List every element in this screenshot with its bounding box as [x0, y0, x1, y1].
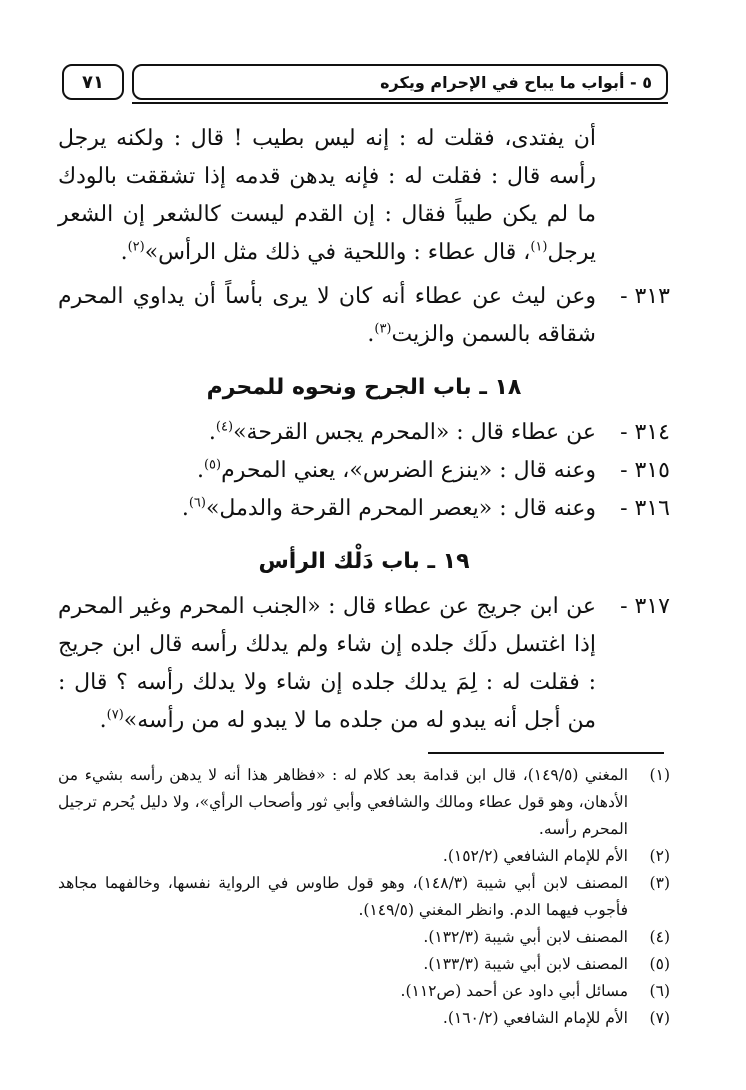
text-line: وعنه قال : «ينزع الضرس»، يعني المحرم	[221, 458, 596, 483]
footnote-line: مسائل أبي داود عن أحمد (ص١١٢).	[400, 982, 628, 1000]
text-line: فقلت له : لِمَ يدلك جلده إن شاء ولا يدلك رأسه ؟ قال : من	[58, 670, 596, 733]
footnote-line: المصنف لابن أبي شيبة (١٣٢/٣).	[423, 928, 628, 946]
footnote-6	[58, 978, 670, 1005]
footnote-ref[interactable]: (٧)	[106, 707, 124, 723]
section-heading-18: ١٨ ـ باب الجرح ونحوه للمحرم	[206, 375, 522, 400]
hadith-315: ٣١٥ - وعنه قال : «ينزع الضرس»، يعني المحرم$^{(٥)}$.	[58, 452, 670, 490]
hadith-317: ٣١٧ - عن ابن جريج عن عطاء قال : «الجنب المحرم وغير المحرم إذا اغتسل دلَك جلده إن شاء ولم يدلك رأسه قال ابن جريج : فقلت له : لِمَ يدلك جلده إن شاء ولا يدلك رأسه ؟ قال : من أجل أنه يبدو له من جلده ما لا يبدو له من رأسه»$^{(٧)}$.	[58, 588, 670, 740]
footnote-line: المصنف لابن أبي شيبة (١٤٨/٣)، وهو قول طاوس في الرواية نفسها، وخالفهما	[104, 874, 628, 892]
hadith-number: ٣١٣ -	[620, 284, 670, 309]
running-header	[62, 64, 668, 104]
text-line: قال عطاء : واللحية في ذلك مثل الرأس»	[144, 240, 517, 265]
footnotes	[58, 762, 670, 1032]
footnote-line: يُحرم ترجيل المحرم رأسه.	[58, 793, 628, 838]
footnote-5	[58, 951, 670, 978]
chapter-title-box	[132, 64, 668, 100]
text-line: وعن ليث عن عطاء أنه كان لا يرى بأساً أن يداوي المحرم	[58, 284, 596, 309]
footnote-number: (١)	[649, 766, 670, 784]
footnote-ref[interactable]: (٥)	[203, 457, 222, 473]
footnote-line: الأم للإمام الشافعي (١٥٢/٢).	[442, 847, 628, 865]
hadith-number: ٣١٧ -	[620, 594, 670, 619]
continued-paragraph: أن يفتدى، فقلت له : إنه ليس بطيب ! قال : ولكنه يرجل رأسه قال : فقلت له : فإنه يدهن قدمه إذا تشققت بالودك ما لم يكن طيباً فقال : إن القدم ليست كالشعر إن الشعر يرجل$^{(١)}$، قال عطاء : واللحية في ذلك مثل الرأس»$^{(٢)}$.	[58, 126, 596, 265]
footnote-separator	[428, 752, 664, 754]
footnote-4	[58, 924, 670, 951]
footnote-1	[58, 762, 670, 843]
footnote-line: المصنف لابن أبي شيبة (١٣٣/٣).	[423, 955, 628, 973]
footnote-line: المغني (١٤٩/٥)، قال ابن قدامة بعد كلام له : «فظاهر هذا أنه لا يدهن رأسه بشيء	[84, 766, 628, 784]
page-number	[62, 64, 124, 100]
footnote-line: الأم للإمام الشافعي (١٦٠/٢).	[442, 1009, 628, 1027]
text-line: إذا اغتسل دلَك جلده إن شاء ولم يدلك رأسه قال ابن جريج :	[58, 632, 596, 695]
footnote-3	[58, 870, 670, 924]
hadith-316: ٣١٦ - وعنه قال : «يعصر المحرم القرحة والدمل»$^{(٦)}$.	[58, 490, 670, 528]
text-line: أجل أنه يبدو له من جلده ما لا يبدو له من رأسه»	[123, 708, 561, 733]
text-line: عن عطاء قال : «المحرم يجس القرحة»	[233, 420, 596, 445]
hadith-314: ٣١٤ - عن عطاء قال : «المحرم يجس القرحة»$^{(٤)}$.	[58, 414, 670, 452]
footnote-number: (٢)	[649, 847, 670, 865]
text-line: رأسه قال : فقلت له : فإنه يدهن قدمه إذا تشققت بالودك ما لم	[58, 164, 596, 227]
footnote-line: من الأدهان، وهو قول عطاء ومالك والشافعي وأبي ثور وأصحاب الرأي»، ولا دليل	[58, 766, 628, 811]
page-number-text: ٧١	[82, 71, 104, 93]
footnote-number: (٥)	[649, 955, 670, 973]
text-line: شقاقه بالسمن والزيت	[391, 322, 596, 347]
hadith-number: ٣١٥ -	[620, 458, 670, 483]
footnote-ref[interactable]: (٦)	[188, 495, 206, 511]
section-heading-19: ١٩ ـ باب دَلْك الرأس	[258, 549, 470, 574]
chapter-title: ٥ - أبواب ما يباح في الإحرام ويكره	[380, 72, 652, 92]
hadith-number: ٣١٦ -	[620, 496, 670, 521]
footnote-number: (٦)	[649, 982, 670, 1000]
footnote-ref[interactable]: (٤)	[215, 419, 234, 435]
hadith-313: ٣١٣ - وعن ليث عن عطاء أنه كان لا يرى بأساً أن يداوي المحرم شقاقه بالسمن والزيت$^{(٣)}$.	[58, 278, 670, 354]
text-line: وعنه قال : «يعصر المحرم القرحة والدمل»	[205, 496, 596, 521]
text-line: يكن طيباً فقال : إن القدم ليست كالشعر إن الشعر يرجل	[58, 202, 596, 265]
text-line: عن ابن جريج عن عطاء قال : «الجنب المحرم وغير المحرم	[58, 594, 596, 619]
footnote-ref[interactable]: (١)	[530, 239, 548, 255]
footnote-number: (٧)	[649, 1009, 670, 1027]
footnote-line: مجاهد فأجوب فيهما الدم. وانظر المغني (١٤٩/٥).	[58, 874, 628, 919]
footnote-2	[58, 843, 670, 870]
main-text	[58, 120, 670, 740]
footnote-ref[interactable]: (٢)	[127, 239, 145, 255]
footnote-number: (٤)	[649, 928, 670, 946]
hadith-number: ٣١٤ -	[620, 420, 670, 445]
footnote-number: (٣)	[649, 874, 670, 892]
footnote-ref[interactable]: (٣)	[374, 321, 392, 337]
footnote-7	[58, 1005, 670, 1032]
text-line: أن يفتدى، فقلت له : إنه ليس بطيب ! قال : ولكنه يرجل	[58, 126, 596, 151]
